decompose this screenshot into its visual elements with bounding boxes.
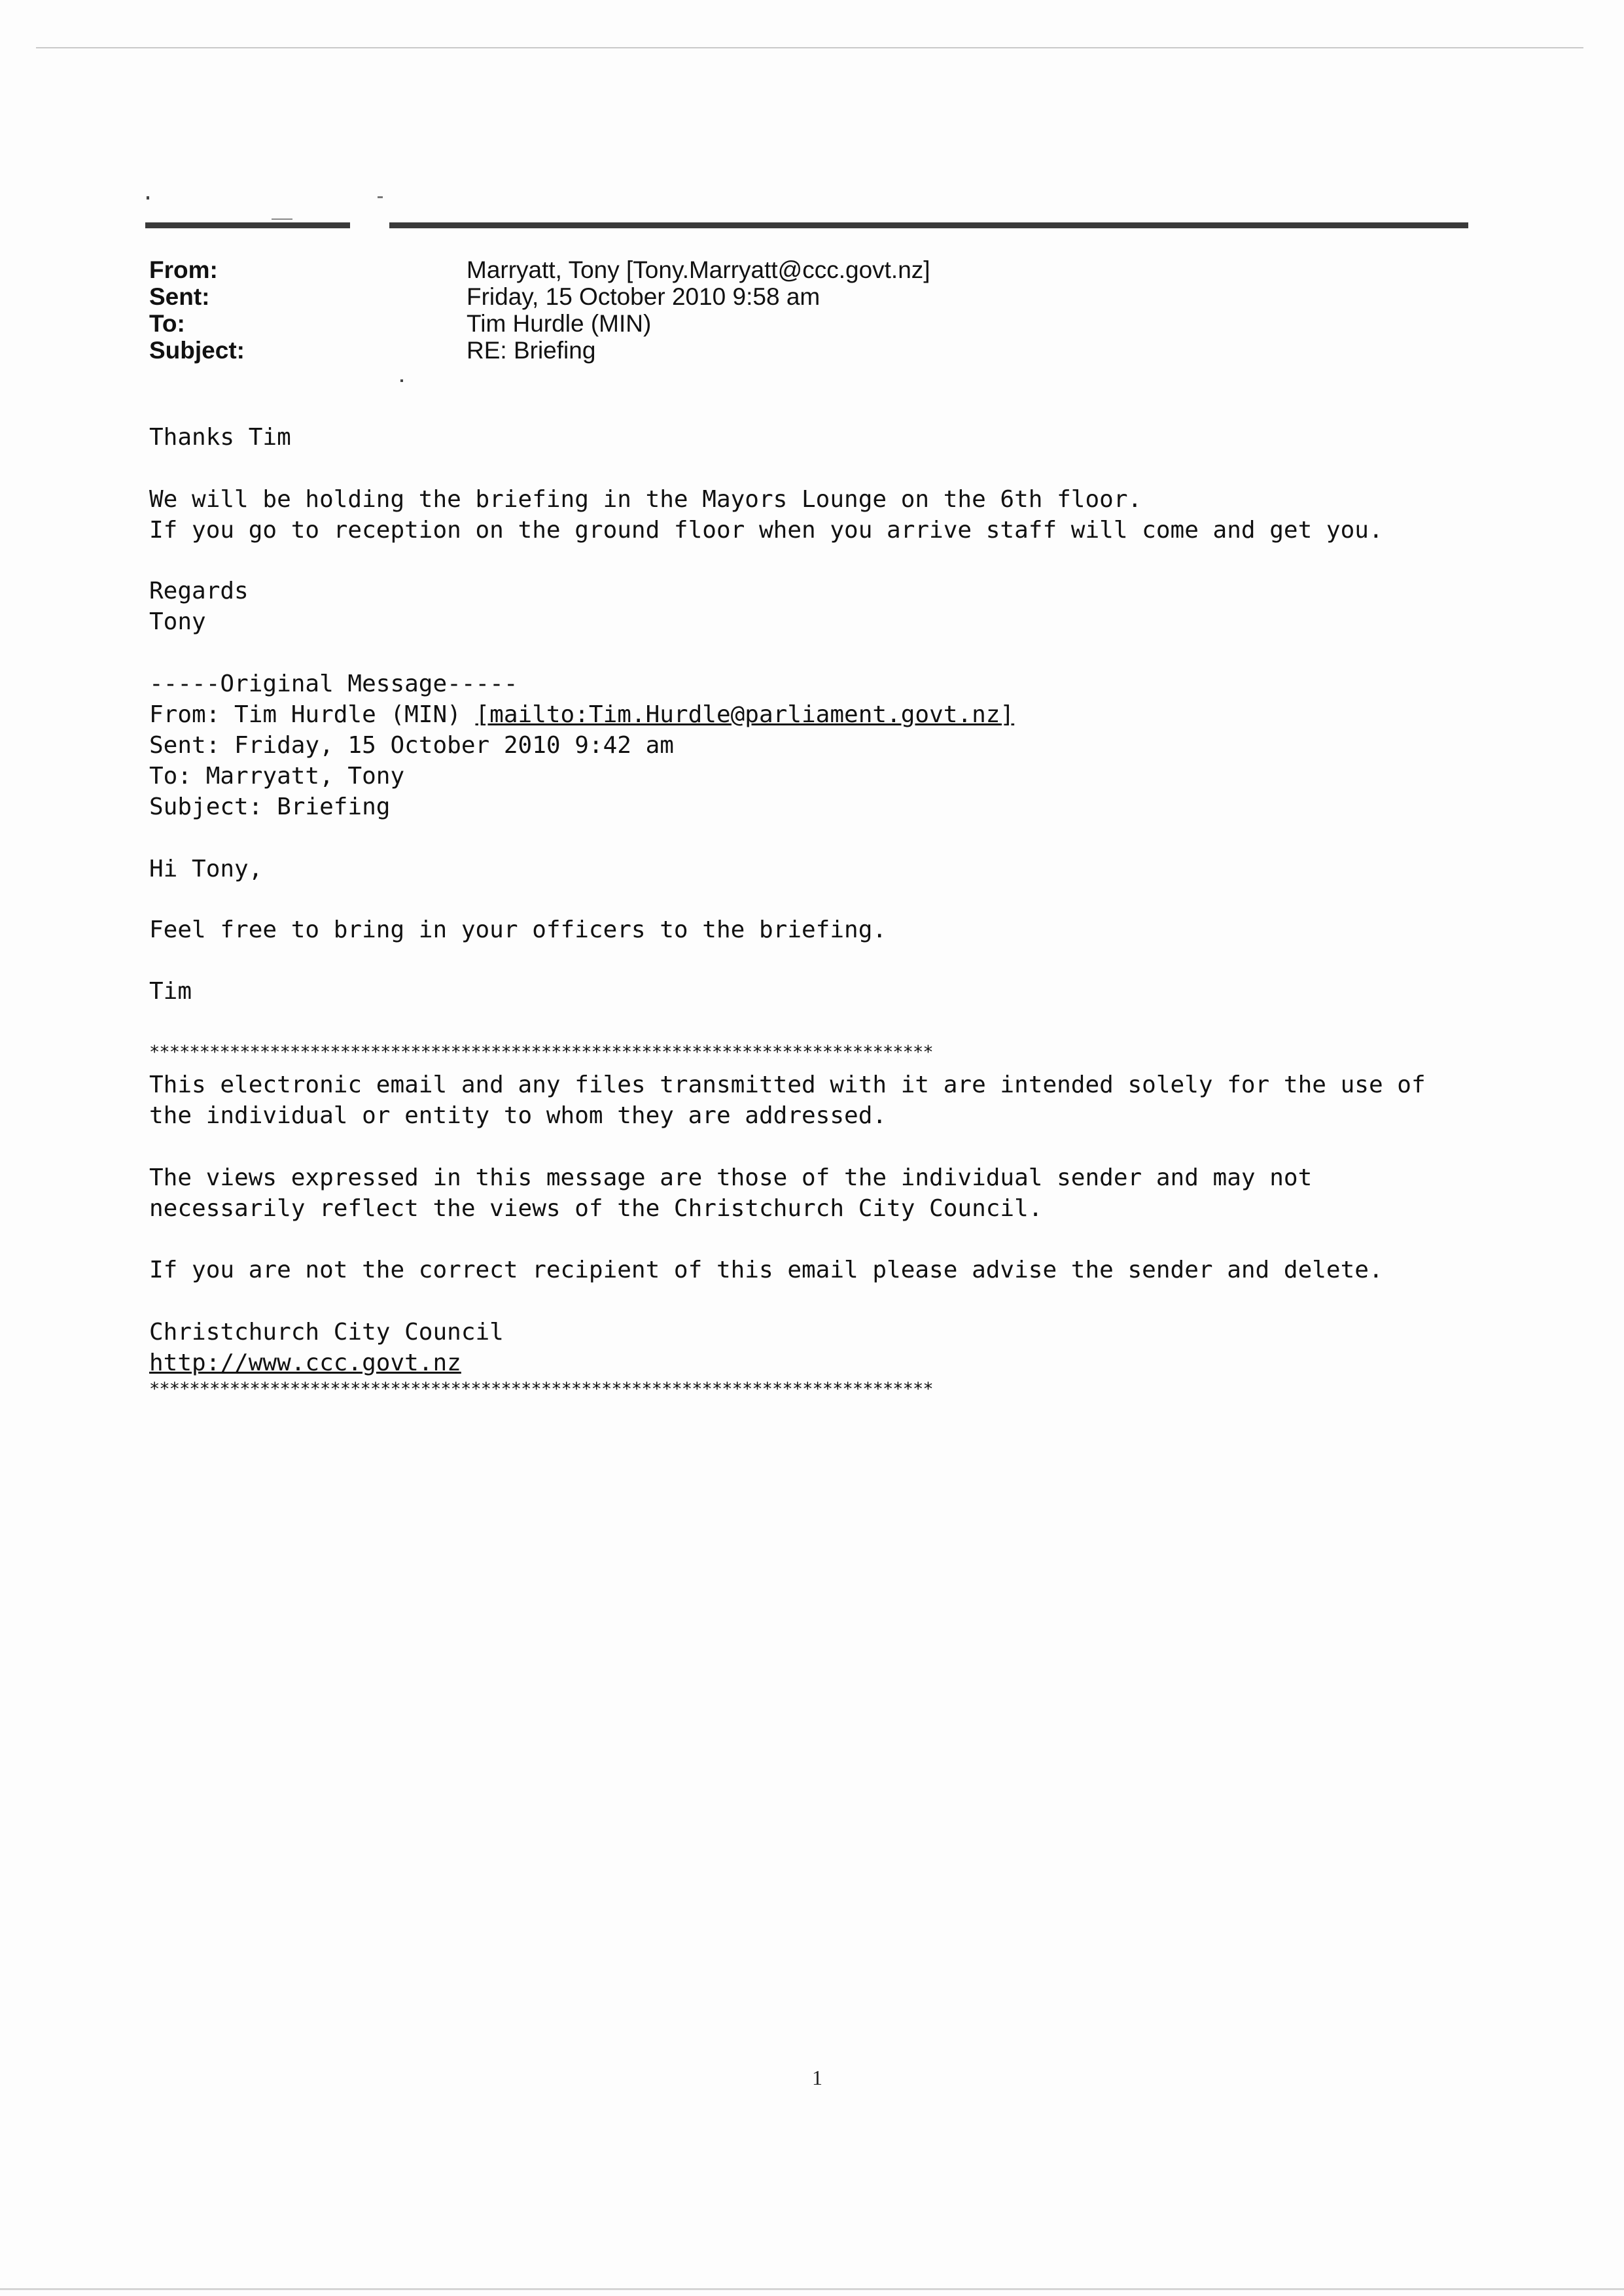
mailto-link[interactable]: [mailto:Tim.Hurdle@parliament.govt.nz]	[475, 701, 1015, 728]
scan-speck	[378, 196, 383, 198]
header-row-from	[149, 256, 930, 283]
header-rule-gap	[350, 221, 389, 230]
original-body: Feel free to bring in your officers to the briefing.	[149, 916, 887, 943]
reply-greeting: Thanks Tim	[149, 424, 291, 451]
disclaimer-para1-line2: the individual or entity to whom they are addressed.	[149, 1102, 887, 1129]
scan-edge-line-bottom	[0, 2288, 1624, 2290]
page-number: 1	[812, 2066, 822, 2089]
disclaimer-stars-top: ******************************************************************************	[149, 1042, 933, 1062]
disclaimer-para2-line2: necessarily reflect the views of the Christchurch City Council.	[149, 1195, 1043, 1222]
disclaimer-stars-bottom: ******************************************************************************	[149, 1379, 933, 1399]
from-value: Marryatt, Tony [Tony.Marryatt@ccc.govt.nz]	[467, 256, 930, 283]
reply-line-2: If you go to reception on the ground floor when you arrive staff will come and get you.	[149, 517, 1383, 544]
disclaimer-para3: If you are not the correct recipient of this email please advise the sender and delete.	[149, 1257, 1383, 1283]
original-from-prefix: From: Tim Hurdle (MIN)	[149, 701, 476, 728]
reply-line-1: We will be holding the briefing in the Mayors Lounge on the 6th floor.	[149, 486, 1142, 513]
original-subject: Subject: Briefing	[149, 793, 391, 820]
disclaimer-para1-line1: This electronic email and any files transmitted with it are intended solely for the use of	[149, 1071, 1426, 1098]
original-signature: Tim	[149, 978, 192, 1005]
to-value: Tim Hurdle (MIN)	[467, 310, 652, 337]
header-row-to	[149, 310, 930, 337]
reply-signature: Tony	[149, 608, 206, 635]
council-website-link[interactable]: http://www.ccc.govt.nz	[149, 1349, 461, 1376]
disclaimer-org: Christchurch City Council	[149, 1319, 504, 1346]
header-rule	[145, 222, 1468, 228]
sent-value: Friday, 15 October 2010 9:58 am	[467, 283, 821, 310]
scan-edge-line-top	[36, 47, 1583, 48]
subject-label: Subject:	[149, 337, 245, 364]
from-label: From:	[149, 256, 218, 283]
scan-speck	[400, 379, 403, 382]
disclaimer-para2-line1: The views expressed in this message are those of the individual sender and may not	[149, 1164, 1313, 1191]
subject-value: RE: Briefing	[467, 337, 596, 364]
scan-speck	[272, 218, 292, 220]
original-to: To: Marryatt, Tony	[149, 763, 405, 790]
original-separator: -----Original Message-----	[149, 670, 518, 697]
scan-speck	[147, 196, 149, 200]
reply-closing: Regards	[149, 578, 249, 604]
header-row-subject	[149, 337, 930, 364]
email-header	[149, 256, 930, 364]
to-label: To:	[149, 310, 185, 337]
original-greeting: Hi Tony,	[149, 856, 263, 882]
original-sent: Sent: Friday, 15 October 2010 9:42 am	[149, 732, 674, 759]
original-from-line	[149, 699, 1014, 730]
sent-label: Sent:	[149, 283, 210, 310]
header-row-sent	[149, 283, 930, 310]
